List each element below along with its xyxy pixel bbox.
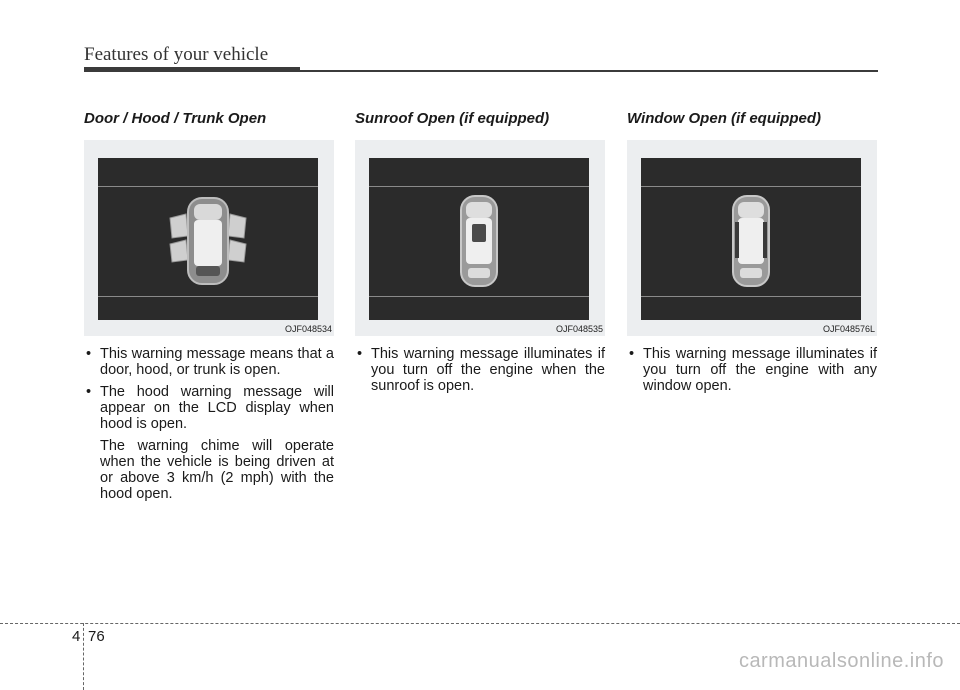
figure-sunroof-open [355,140,605,336]
page-number: 76 [88,628,105,645]
bullet-list [84,346,334,432]
bullet-list [627,346,877,394]
figure-door-open [84,140,334,336]
car-sunroof-icon [369,158,589,320]
figure-code: OJF048534 [284,324,332,334]
section-heading: Window Open (if equipped) [627,110,822,127]
car-window-icon [641,158,861,320]
car-doors-open-icon [98,158,318,320]
note-paragraph: The warning chime will operate when the vehicle is being driven at or above 3 km/h (2 mph) with the hood open. [100,438,334,502]
list-item: • This warning message illuminates if you turn off the engine with any window open. [627,346,877,394]
chapter-number: 4 [72,628,81,645]
figure-window-open [627,140,877,336]
lcd-display [98,158,318,320]
footer-rule [0,623,960,624]
figure-code: OJF048535 [555,324,603,334]
page-header-title: Features of your vehicle [84,44,269,65]
section-heading: Sunroof Open (if equipped) [355,110,550,127]
section-sunroof [355,110,605,400]
header-rule-thin [300,70,878,72]
section-heading: Door / Hood / Trunk Open [84,110,267,127]
footer-divider [83,623,84,690]
lcd-display [369,158,589,320]
watermark: carmanualsonline.info [738,650,944,672]
header-rule-thick [84,67,300,72]
section-window [627,110,877,400]
lcd-display [641,158,861,320]
list-item: • This warning message illuminates if you turn off the engine when the sunroof is open. [355,346,605,394]
list-item: • The hood warning message will appear on the LCD display when hood is open. [84,384,334,432]
bullet-list [355,346,605,394]
section-door-hood-trunk [84,110,334,502]
figure-code: OJF048576L [822,324,875,334]
list-item: • This warning message means that a door, hood, or trunk is open. [84,346,334,378]
